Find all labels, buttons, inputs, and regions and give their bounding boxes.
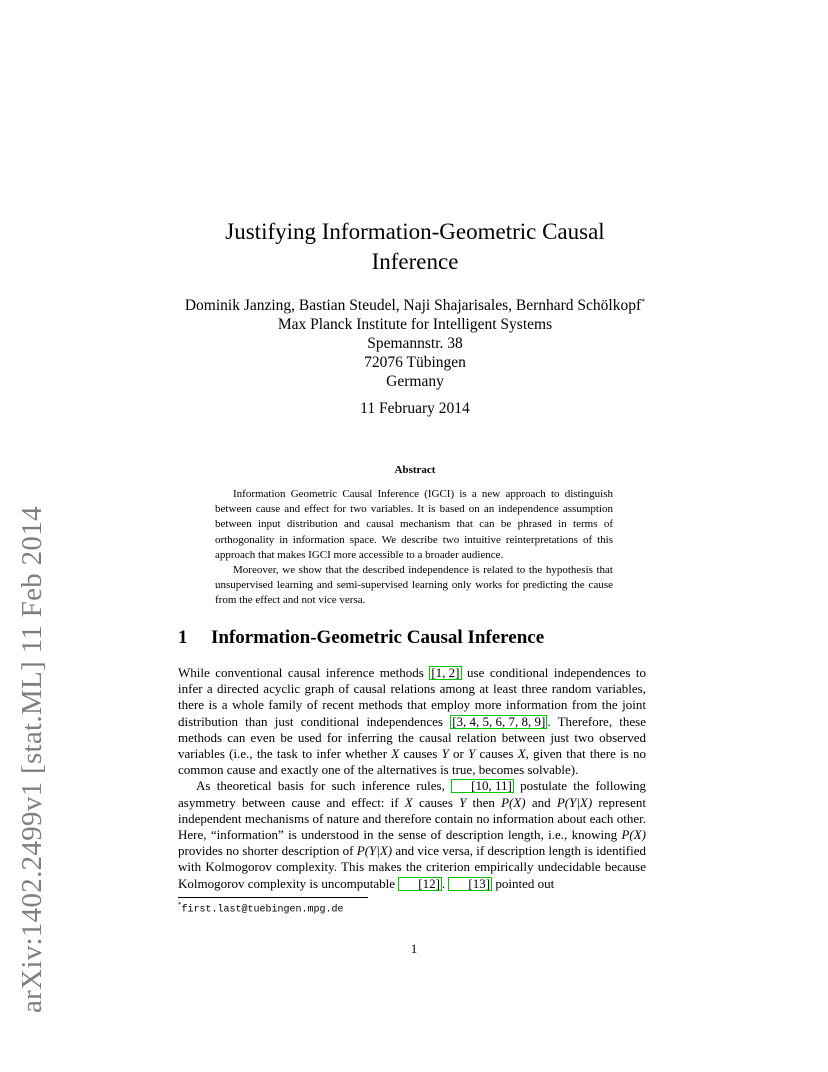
text-run: and [525, 794, 557, 810]
abstract-paragraph-2: Moreover, we show that the described independence is related to the hypothesis that unsupervised learning and semi-supervised learning only works for predicting the cause from the effect and not vice versa. [215, 564, 613, 607]
text-run: causes [475, 746, 518, 762]
abstract-paragraph-1: Information Geometric Causal Inference (IGCI) is a new approach to distinguish between cause and effect for two variables. It is based on an independence assumption between input distribution and causal mechanism that can be phrased in terms of orthogonality in information space. We describe two intuitive reinterpretations of this approach that makes IGCI more accessible to a broader audience. [215, 488, 613, 561]
math-variable: X [391, 746, 400, 762]
math-variable: X [404, 794, 413, 810]
text-run: pointed out [492, 875, 555, 891]
body-paragraph-1 [178, 665, 646, 778]
text-run: , given that there is no common cause and exactly one of the alternatives is true, becomes solvable). [178, 746, 646, 778]
text-run: use conditional independences to infer a directed acyclic graph of causal relations among at least three random variables, there is a whole family of recent methods that employ more information from the joint distribution than just conditional independences [178, 665, 646, 729]
text-run: provides no shorter description of [178, 843, 357, 859]
section-body [178, 665, 646, 892]
math-variable: Y [468, 746, 476, 762]
affiliation-city: 72076 Tübingen [364, 354, 466, 372]
footnote-mark: * [178, 901, 182, 909]
citation-link[interactable]: [1, 2] [431, 665, 460, 680]
footnote-divider [178, 897, 368, 898]
paper-title [170, 217, 660, 277]
author-block [150, 292, 680, 391]
math-expression: P(X) [621, 827, 646, 843]
math-variable: X [517, 746, 526, 762]
text-run: or [448, 746, 469, 762]
affiliation-institute: Max Planck Institute for Intelligent Systems [277, 316, 553, 334]
arxiv-identifier-stamp: arXiv:1402.2499v1 [stat.ML] 11 Feb 2014 [16, 506, 48, 1013]
title-line-2: Inference [371, 249, 459, 274]
text-run: While conventional causal inference methods [178, 665, 430, 680]
text-run: represent independent mechanisms of nature and therefore contain no information about each other. Here, “information” is understood in the sense of description length, i.e., knowing [178, 794, 646, 843]
page-number: 1 [410, 941, 418, 956]
math-expression: P(Y|X) [556, 794, 593, 810]
abstract-heading: Abstract [394, 464, 436, 476]
math-expression: P(Y|X) [356, 843, 393, 859]
citation-link[interactable]: [12] [398, 877, 442, 891]
citation-link[interactable]: [10, 11] [451, 779, 514, 793]
footnote [178, 901, 344, 915]
affiliation-country: Germany [386, 373, 444, 391]
text-run: postulate the following asymmetry between cause and effect: if [178, 778, 646, 810]
citation-link[interactable]: [3, 4, 5, 6, 7, 8, 9] [452, 713, 546, 729]
math-expression: P(X) [501, 794, 526, 810]
author-footnote-mark: * [641, 297, 646, 306]
section-title: Information-Geometric Causal Inference [211, 627, 545, 648]
body-paragraph-2 [178, 778, 646, 891]
author-names: Dominik Janzing, Bastian Steudel, Naji Shajarisales, Bernhard Schölkopf [184, 297, 642, 315]
publication-date: 11 February 2014 [360, 400, 470, 417]
math-variable: Y [459, 794, 467, 810]
text-run: As theoretical basis for such inference rules, [196, 778, 452, 794]
citation-link[interactable]: [13] [448, 877, 492, 891]
text-run: causes [412, 794, 460, 810]
author-list [150, 292, 680, 315]
text-run: then [466, 794, 502, 810]
text-run: . [441, 875, 449, 891]
text-run: and vice versa, if description length is identified with Kolmogorov complexity. This makes the criterion empirically undecidable because Kolmogorov complexity is uncomputable [178, 843, 646, 891]
section-number: 1 [178, 627, 188, 648]
footnote-email: first.last@tuebingen.mpg.de [181, 904, 344, 916]
affiliation-street: Spemannstr. 38 [367, 335, 463, 353]
text-run: . Therefore, these methods can even be used for inferring the causal relation between just two observed variables (i.e., the task to infer whether [178, 713, 646, 762]
title-line-1: Justifying Information-Geometric Causal [225, 219, 605, 244]
text-run: causes [399, 746, 442, 762]
abstract-body [215, 487, 613, 609]
section-heading [178, 627, 544, 649]
math-variable: Y [441, 746, 449, 762]
